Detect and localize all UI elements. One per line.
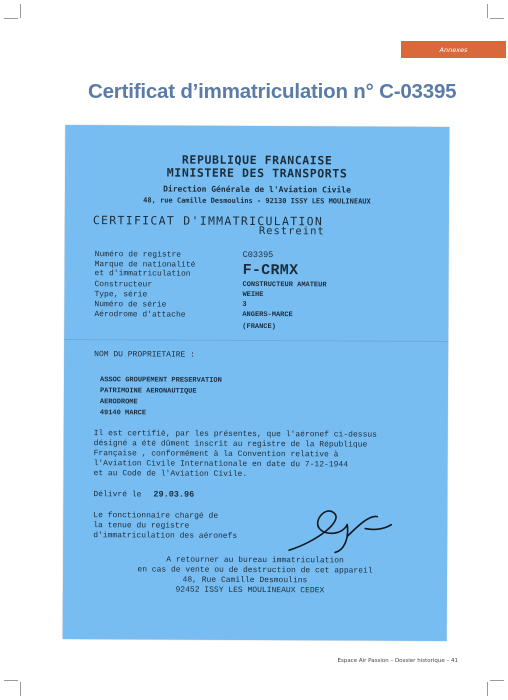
cert-doc-title: CERTIFICAT D'IMMATRICULATION <box>92 213 324 229</box>
section-tab: Annexes <box>401 41 506 58</box>
field-value-constructeur: CONSTRUCTEUR AMATEUR <box>242 280 327 290</box>
statement-line: Il est certifié, par les présentes, que l'aéronef ci-dessus <box>93 429 378 440</box>
certificate-scan <box>63 125 450 641</box>
page-footer: Espace Air Passion – Dossier historique – 41 <box>337 658 458 664</box>
return-line: A retourner au bureau immatriculation <box>166 555 344 566</box>
owner-line: 49140 MARCE <box>99 409 147 418</box>
field-value-registre: C03395 <box>242 249 274 261</box>
page-title: Certificat d’immatriculation n° C-03395 <box>88 80 457 103</box>
field-label-marque: Marque de nationalité <box>94 260 196 270</box>
crop-mark <box>20 4 21 18</box>
crop-mark <box>487 4 488 18</box>
crop-mark <box>490 18 504 19</box>
return-line: en cas de vente ou de destruction de cet appareil <box>137 565 373 576</box>
field-label-registre: Numéro de registre <box>94 250 182 260</box>
paper-fold <box>64 339 448 342</box>
statement-line: l'Aviation Civile Internationale en date du 7-12-1944 <box>93 459 349 470</box>
field-value-marque: F-CRMX <box>242 261 299 280</box>
officer-line: la tenue du registre <box>93 521 190 531</box>
delivered-date: 29.03.96 <box>153 489 195 500</box>
officer-line: Le fonctionnaire chargé de <box>93 511 219 521</box>
return-line: 92452 ISSY LES MOULINEAUX CEDEX <box>175 585 325 596</box>
statement-line: et au Code de l'Aviation Civile. <box>93 469 248 479</box>
field-value-type: WEIHE <box>242 290 264 300</box>
cert-ministry: MINISTERE DES TRANSPORTS <box>166 165 348 181</box>
officer-line: d'immatriculation des aéronefs <box>93 531 238 541</box>
field-value-serie: 3 <box>242 300 247 309</box>
owner-line: PATRIMOINE AERONAUTIQUE <box>99 387 197 396</box>
field-label-serie: Numéro de série <box>94 300 167 310</box>
cert-doc-subtitle: Restreint <box>258 225 325 238</box>
field-label-aerodrome: Aérodrome d'attache <box>94 310 186 320</box>
delivered-label: Délivré le <box>93 490 142 500</box>
field-label-constructeur: Constructeur <box>94 280 153 290</box>
handwritten-signature <box>285 506 395 555</box>
crop-mark <box>20 682 21 696</box>
return-line: 48, Rue Camille Desmoulins <box>182 575 308 586</box>
cert-address: 48, rue Camille Desmoulins - 92130 ISSY LES MOULINEAUX <box>143 196 371 206</box>
crop-mark <box>490 680 504 681</box>
cert-direction: Direction Générale de l'Aviation Civile <box>163 184 351 195</box>
owner-line: ASSOC GROUPEMENT PRESERVATION <box>99 376 222 385</box>
field-value-aerodrome-country: (FRANCE) <box>242 322 276 332</box>
crop-mark <box>487 682 488 696</box>
owner-line: AERODROME <box>99 398 138 407</box>
owner-label: NOM DU PROPRIETAIRE : <box>94 350 195 360</box>
crop-mark <box>4 680 18 681</box>
statement-line: désigné a été dûment inscrit au registre de la République <box>93 439 368 450</box>
cert-republic: REPUBLIQUE FRANCAISE <box>181 152 333 168</box>
field-value-aerodrome: ANGERS-MARCE <box>242 310 293 320</box>
field-label-marque-2: et d'immatriculation <box>94 269 191 279</box>
field-label-type: Type, série <box>94 290 148 300</box>
statement-line: Française , conformément à la Convention relative à <box>93 449 339 460</box>
crop-mark <box>4 18 18 19</box>
